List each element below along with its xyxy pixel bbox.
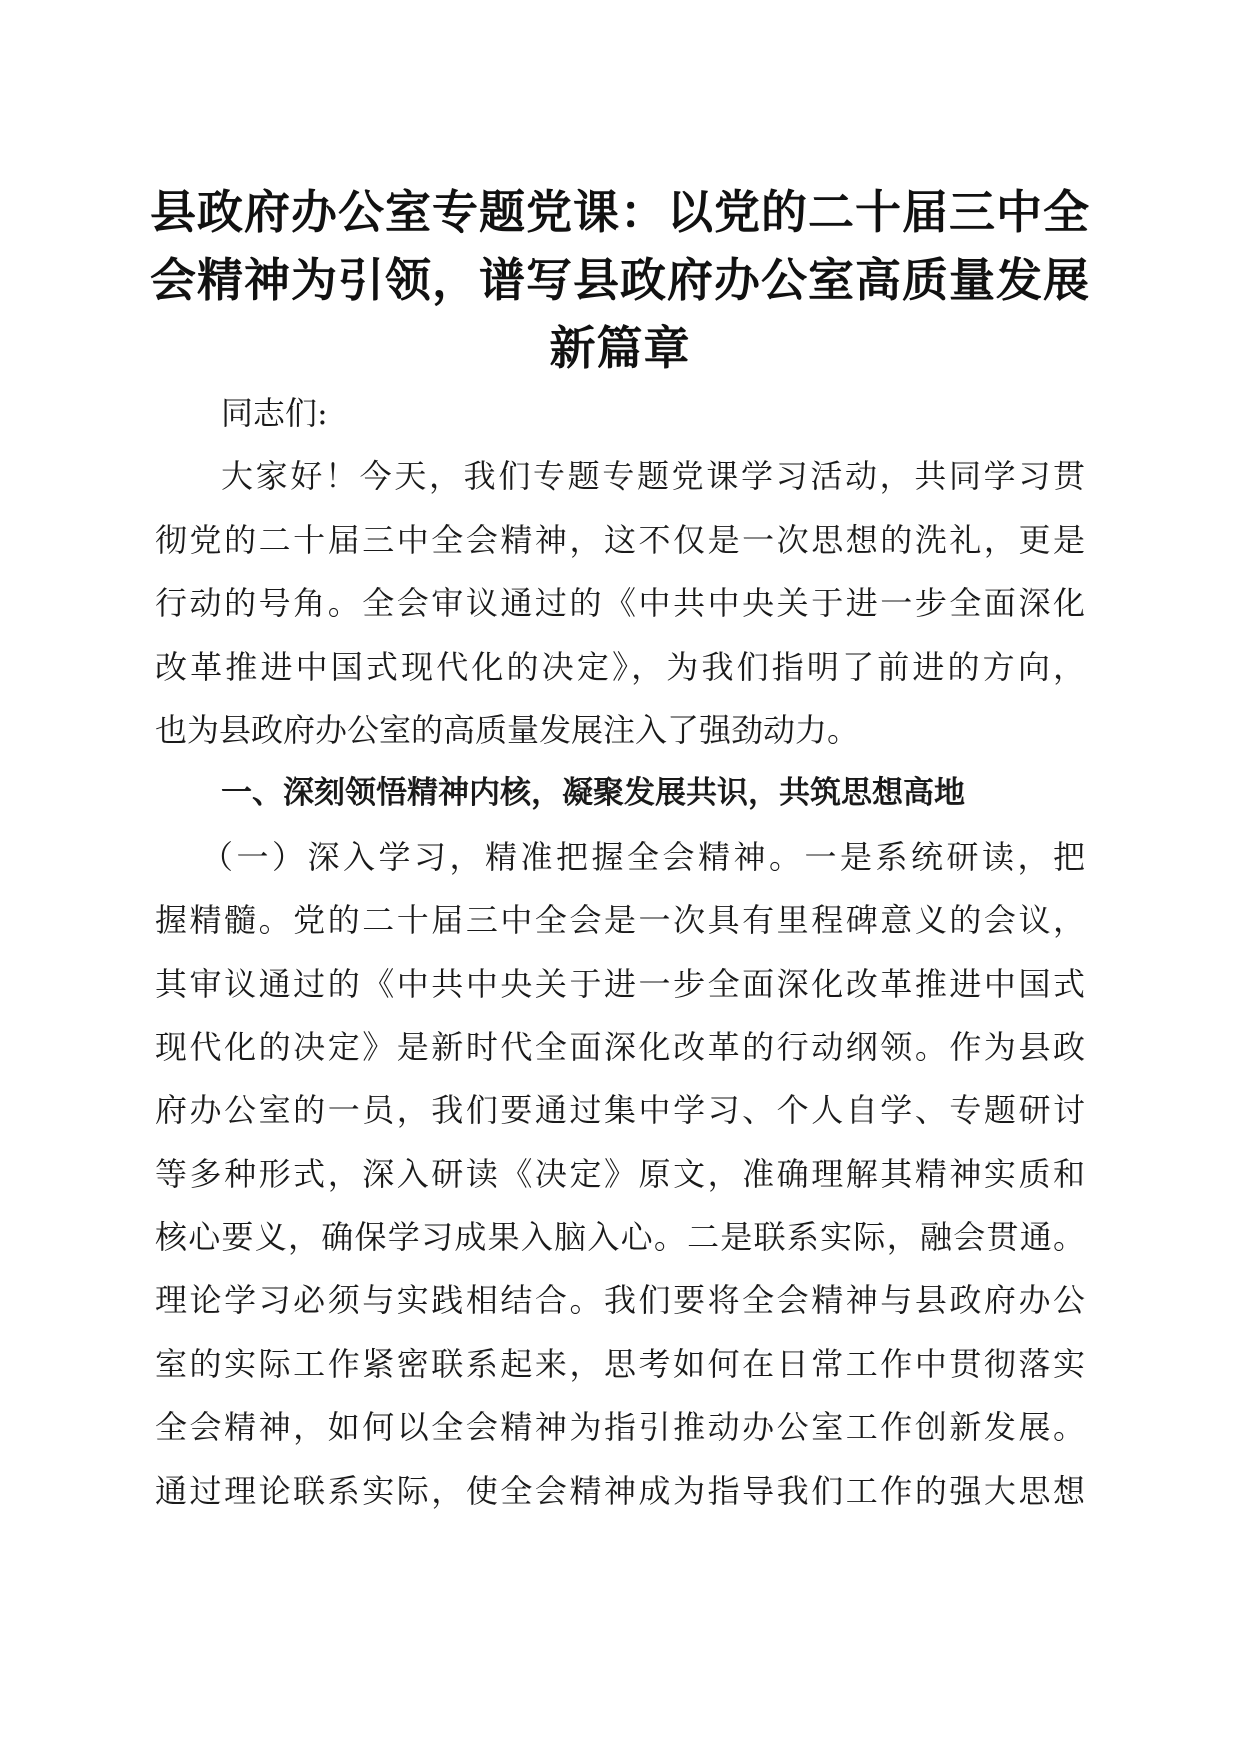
intro-paragraph: [155, 445, 1085, 762]
subsection-line-11: 通过理论联系实际，使全会精神成为指导我们工作的强大思想: [155, 1471, 1085, 1510]
intro-line-2: 彻党的二十届三中全会精神，这不仅是一次思想的洗礼，更是: [155, 520, 1085, 559]
subsection-line-5: 府办公室的一员，我们要通过集中学习、个人自学、专题研讨: [155, 1091, 1085, 1130]
title-line-1: 县政府办公室专题党课：以党的二十届三中全: [150, 185, 1090, 239]
intro-line-4: 改革推进中国式现代化的决定》，为我们指明了前进的方向，: [155, 647, 1085, 686]
subsection-line-6: 等多种形式，深入研读《决定》原文，准确理解其精神实质和: [155, 1154, 1085, 1193]
salutation: 同志们:: [221, 394, 328, 432]
subsection-line-3: 其审议通过的《中共中央关于进一步全面深化改革推进中国式: [155, 964, 1085, 1003]
section-heading: 一、深刻领悟精神内核，凝聚发展共识，共筑思想高地: [221, 775, 965, 812]
title-line-2: 会精神为引领，谱写县政府办公室高质量发展: [150, 253, 1090, 307]
subsection-line-8: 理论学习必须与实践相结合。我们要将全会精神与县政府办公: [155, 1281, 1085, 1320]
subsection-line-1: （一）深入学习，精准把握全会精神。一是系统研读，把: [201, 837, 1085, 876]
subsection-paragraph: [155, 826, 1085, 1523]
document-title: [140, 178, 1100, 382]
subsection-line-2: 握精髓。党的二十届三中全会是一次具有里程碑意义的会议，: [155, 901, 1085, 940]
subsection-line-10: 全会精神，如何以全会精神为指引推动办公室工作创新发展。: [155, 1408, 1085, 1447]
intro-line-5: 也为县政府办公室的高质量发展注入了强劲动力。: [155, 710, 860, 749]
title-line-3: 新篇章: [549, 321, 691, 375]
intro-line-3: 行动的号角。全会审议通过的《中共中央关于进一步全面深化: [155, 584, 1085, 623]
subsection-line-4: 现代化的决定》是新时代全面深化改革的行动纲领。作为县政: [155, 1027, 1085, 1066]
intro-line-1: 大家好！今天，我们专题专题党课学习活动，共同学习贯: [221, 457, 1085, 496]
document-body: [155, 382, 1085, 1523]
subsection-line-9: 室的实际工作紧密联系起来，思考如何在日常工作中贯彻落实: [155, 1344, 1085, 1383]
subsection-line-7: 核心要义，确保学习成果入脑入心。二是联系实际，融会贯通。: [155, 1218, 1085, 1257]
